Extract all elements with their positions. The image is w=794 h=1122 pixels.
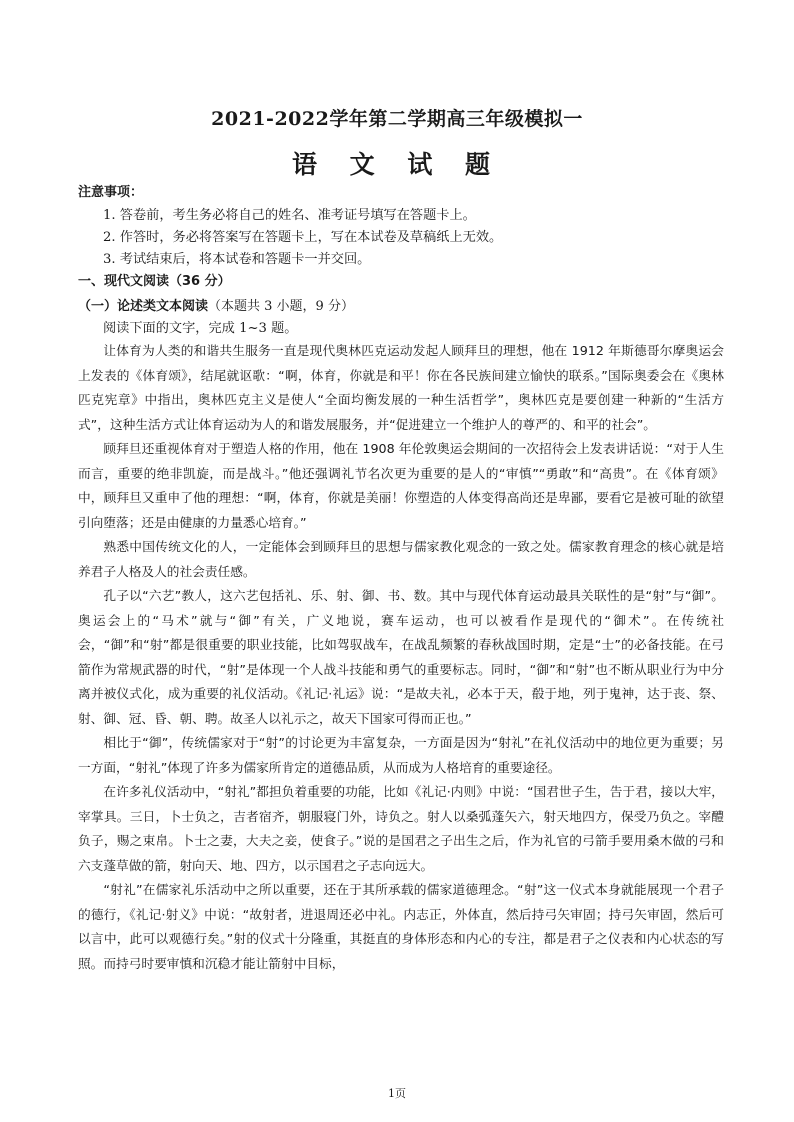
page-number: 1页 xyxy=(388,1087,406,1100)
sub-section-note: （本题共 3 小题，9 分） xyxy=(208,299,354,314)
notice-heading: 注意事项： xyxy=(78,185,144,200)
article-paragraph: 相比于“御”，传统儒家对于“射”的讨论更为丰富复杂，一方面是因为“射礼”在礼仪活动中的地位更为重要；另一方面，“射礼”体现了许多为儒家所肯定的道德品质，从而成为人格培育的重要途径。 xyxy=(78,735,724,775)
exam-title: 2021-2022学年第二学期高三年级模拟一 xyxy=(211,108,583,130)
sub-section-heading xyxy=(78,295,354,314)
section-heading: 一、现代文阅读（36 分） xyxy=(78,274,231,289)
article-text xyxy=(78,339,724,976)
article-paragraph: 熟悉中国传统文化的人，一定能体会到顾拜旦的思想与儒家教化观念的一致之处。儒家教育理念的核心就是培养君子人格及人的社会责任感。 xyxy=(78,539,724,579)
article-paragraph: 让体育为人类的和谐共生服务一直是现代奥林匹克运动发起人顾拜旦的理想，他在 1912 年斯德哥尔摩奥运会上发表的《体育颂》，结尾就讴歌：“啊，体育，你就是和平！你在各民族间建立愉快的联系。”国际奥委会在《奥林匹克宪章》中指出，奥林匹克主义是使人“全面均衡发展的一种生活哲学”，奥林匹克是要创建一种新的“生活方式”，这种生活方式让体育运动为人的和谐发展服务，并“促进建立一个维护人的尊严的、和平的社会”。 xyxy=(78,343,724,432)
notice-item: 3. 考试结束后，将本试卷和答题卡一并交回。 xyxy=(103,252,371,267)
article-paragraph: 孔子以“六艺”教人，这六艺包括礼、乐、射、御、书、数。其中与现代体育运动最具关联性的是“射”与“御”。奥运会上的“马术”就与“御”有关，广义地说，赛车运动，也可以被看作是现代的“御术”。在传统社会，“御”和“射”都是很重要的职业技能，比如驾驭战车，在战乱频繁的春秋战国时期，定是“士”的必备技能。在弓箭作为常规武器的时代，“射”是体现一个人战斗技能和勇气的重要标志。同时，“御”和“射”也不断从职业行为中分离并被仪式化，成为重要的礼仪活动。《礼记·礼运》说：“是故夫礼，必本于天，殽于地，列于鬼神，达于丧、祭、射、御、冠、昏、朝、聘。故圣人以礼示之，故天下国家可得而正也。” xyxy=(78,588,724,726)
notice-item: 2. 作答时，务必将答案写在答题卡上，写在本试卷及草稿纸上无效。 xyxy=(103,230,503,245)
sub-section-title: （一）论述类文本阅读 xyxy=(78,299,209,314)
article-paragraph: 顾拜旦还重视体育对于塑造人格的作用，他在 1908 年伦敦奥运会期间的一次招待会上发表讲话说：“对于人生而言，重要的绝非凯旋，而是战斗。”他还强调礼节名次更为重要的是人的“审慎”“勇敢”和“高贵”。在《体育颂》中，顾拜旦又重申了他的理想：“啊，体育，你就是美丽！你塑造的人体变得高尚还是卑鄙，要看它是被可耻的欲望引向堕落；还是由健康的力量悉心培育。” xyxy=(78,441,724,530)
subject-title: 语 文 试 题 xyxy=(291,150,503,179)
notice-item: 1. 答卷前，考生务必将自己的姓名、准考证号填写在答题卡上。 xyxy=(103,208,476,223)
article-paragraph: 在许多礼仪活动中，“射礼”都担负着重要的功能，比如《礼记·内则》中说：“国君世子生，告于君，接以大牢，宰掌具。三日，卜士负之，吉者宿齐，朝服寝门外，诗负之。射人以桑弧蓬矢六，射天地四方，保受乃负之。宰醴负子，赐之束帛。卜士之妻，大夫之妾，使食子。”说的是国君之子出生之后，作为礼官的弓箭手要用桑木做的弓和六支蓬草做的箭，射向天、地、四方，以示国君之子志向远大。 xyxy=(78,784,724,873)
article-paragraph: “射礼”在儒家礼乐活动中之所以重要，还在于其所承载的儒家道德理念。“射”这一仪式本身就能展现一个君子的德行，《礼记·射义》中说：“故射者，进退周还必中礼。内志正，外体直，然后持弓矢审固；持弓矢审固，然后可以言中，此可以观德行矣。”射的仪式十分隆重，其挺直的身体形态和内心的专注，都是君子之仪表和内心状态的写照。而持弓时要审慎和沉稳才能让箭射中目标， xyxy=(78,882,724,971)
reading-instruction: 阅读下面的文字，完成 1~3 题。 xyxy=(103,321,298,336)
